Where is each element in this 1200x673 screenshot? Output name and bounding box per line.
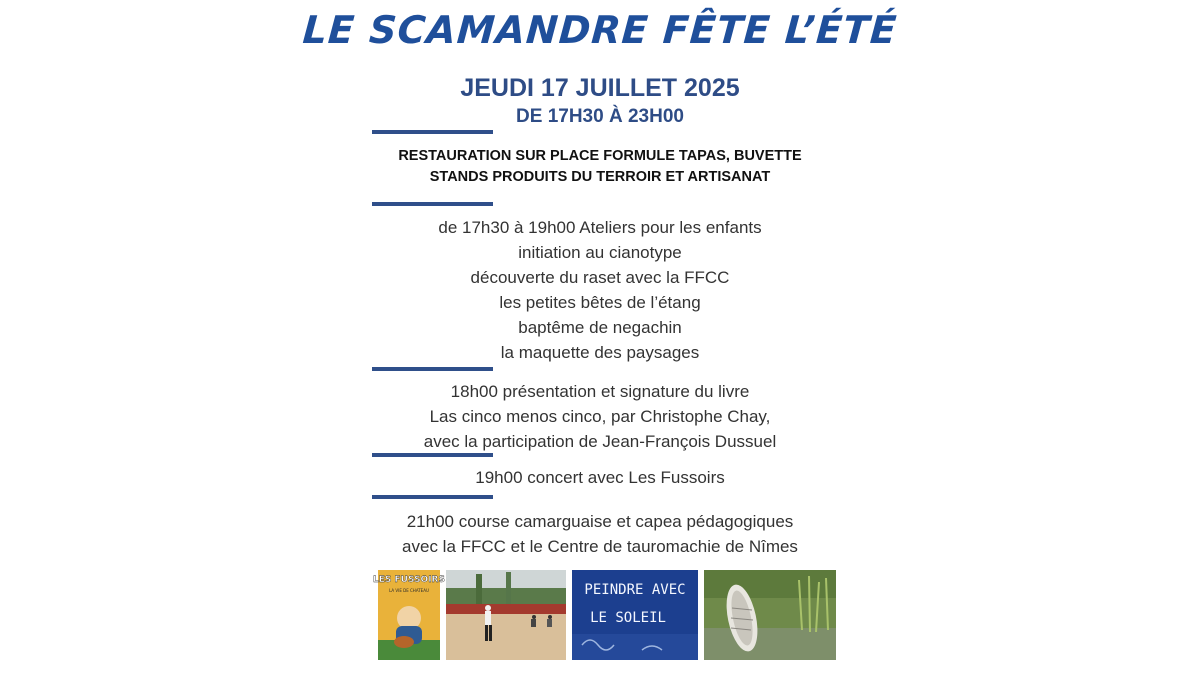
event-time: DE 17H30 À 23H00 (516, 106, 684, 127)
event-date: JEUDI 17 JUILLET 2025 (460, 74, 740, 102)
offer-line: STANDS PRODUITS DU TERROIR ET ARTISANAT (429, 169, 771, 185)
poster-image-subtitle: LA VIE DE CHATEAU (389, 588, 429, 593)
workshop-line: découverte du raset avec la FFCC (470, 268, 730, 287)
boat-photo (704, 570, 836, 660)
course-line: avec la FFCC et le Centre de tauromachie de Nîmes (402, 537, 798, 556)
workshop-line: baptême de negachin (518, 318, 682, 337)
separator-3 (372, 367, 493, 371)
offer-block (300, 146, 900, 188)
workshop-line: la maquette des paysages (500, 343, 700, 362)
workshop-line: initiation au cianotype (518, 243, 682, 262)
concert-line: 19h00 concert avec Les Fussoirs (475, 468, 725, 487)
course-line: 21h00 course camarguaise et capea pédagogiques (406, 512, 794, 531)
fussoirs-poster-image (373, 570, 445, 660)
cyanotype-photo (572, 570, 698, 660)
book-line: avec la participation de Jean-François Dussuel (423, 432, 777, 451)
concert-block (300, 465, 900, 490)
cyanotype-line-1: PEINDRE AVEC (584, 582, 686, 598)
workshop-line: de 17h30 à 19h00 Ateliers pour les enfants (438, 218, 762, 237)
workshops-block (300, 215, 900, 365)
separator-4 (372, 453, 493, 457)
book-line: 18h00 présentation et signature du livre (450, 382, 750, 401)
photo-strip (373, 570, 838, 660)
offer-line: RESTAURATION SUR PLACE FORMULE TAPAS, BUVETTE (398, 148, 802, 164)
poster-image-title: LES FUSSOIRS (373, 575, 445, 585)
book-block (300, 379, 900, 454)
separator-5 (372, 495, 493, 499)
poster-title: LE SCAMANDRE FÊTE L’ÉTÉ (301, 8, 899, 52)
arena-photo (446, 570, 566, 660)
cyanotype-line-2: LE SOLEIL (590, 610, 666, 626)
separator-1 (372, 130, 493, 134)
workshop-line: les petites bêtes de l’étang (499, 293, 701, 312)
course-block (300, 509, 900, 559)
book-line: Las cinco menos cinco, par Christophe Chay, (429, 407, 771, 426)
separator-2 (372, 202, 493, 206)
